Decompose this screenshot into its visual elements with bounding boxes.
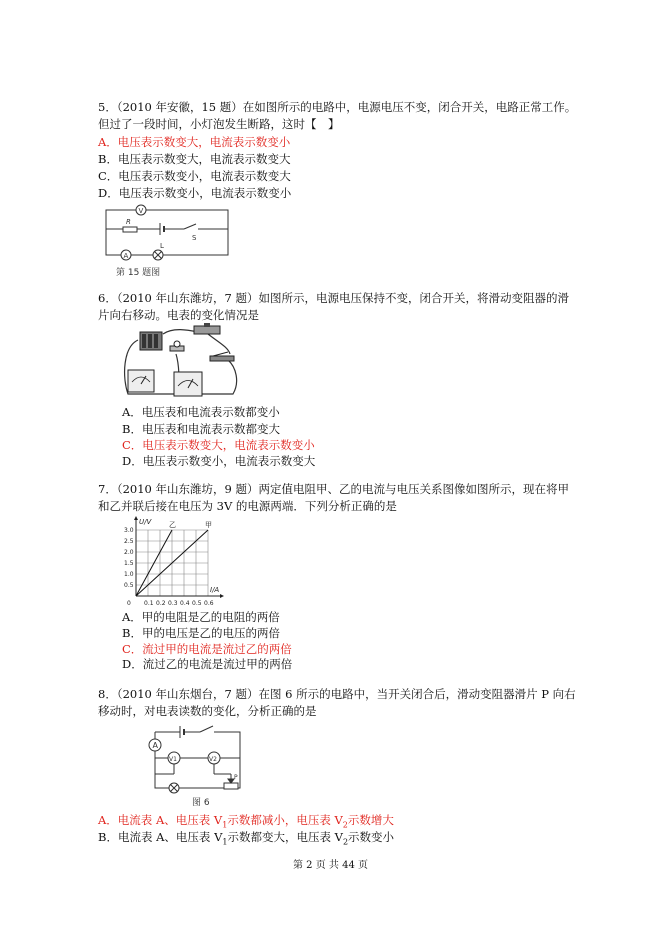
x-tick-label: 0.2 [156,600,166,607]
q8-stem-line1: 8．（2010 年山东烟台，7 题）在图 6 所示的电路中，当开关闭合后，滑动变阻器滑片 P 向右 [98,687,576,701]
y-tick-label: 1.5 [124,560,134,567]
q5-figure-caption: 第 15 题图 [116,268,161,278]
q5-option-a: A．电压表示数变大，电流表示数变小 [98,135,291,149]
x-tick-label: 0.4 [180,600,190,607]
q5-resistor [123,227,137,232]
q6-stem-line1: 6．（2010 年山东潍坊，7 题）如图所示，电源电压保持不变，闭合开关，将滑动变阻器的滑 [98,291,569,305]
q7-option-d: D．流过乙的电流是流过甲的两倍 [122,657,293,671]
q6-option-c: C．电压表示数变大，电流表示数变小 [122,438,315,452]
q7-stem-line2: 和乙并联后接在电压为 3V 的电源两端．下列分析正确的是 [98,499,397,513]
q6-wire-right [200,360,237,394]
q8-option-b-part2: 示数都变大，电压表 V [227,830,343,844]
q8-option-b-sub2: 2 [342,837,349,847]
q5-option-d: D．电压表示数变小，电流表示数变小 [98,186,292,200]
q8-circuit-figure [140,724,260,810]
y-tick-label: 2.0 [124,549,134,556]
q6-stem-line2: 片向右移动。电表的变化情况是 [98,308,259,322]
q5-label-v: V [138,207,144,215]
y-axis-arrow [134,516,138,520]
q5-label-r: R [126,218,131,226]
q5-option-b: B．电压表示数变大，电流表示数变大 [98,152,291,166]
series-label-甲: 甲 [205,521,212,529]
q7-option-b: B．甲的电压是乙的电压的两倍 [122,626,280,640]
page-footer: 第 2 页 共 44 页 [293,860,368,871]
q8-option-a-sub1: 1 [222,820,228,830]
series-label-乙: 乙 [169,521,176,529]
x-tick-label: 0 [127,600,131,607]
y-tick-label: 1.0 [124,571,134,578]
q7-stem-line1: 7．（2010 年山东潍坊，9 题）两定值电阻甲、乙的电流与电压关系图像如图所示，现在将甲 [98,482,569,496]
q5-label-l: L [160,242,164,250]
q5-stem-line2: 但过了一段时间，小灯泡发生断路，这时【 】 [98,117,340,131]
q8-label-a: A [152,741,158,750]
q8-label-v2: V2 [209,756,217,763]
q8-option-a-part1: A．电流表 A、电压表 V [98,813,223,827]
q7-iu-graph [114,516,234,610]
x-axis-label: I/A [210,586,220,594]
q8-option-b-sub1: 1 [222,837,228,847]
q5-option-c: C．电压表示数变小，电流表示数变大 [98,169,291,183]
q8-figure-caption: 图 6 [192,798,210,808]
q6-lamp [170,341,184,351]
q7-option-c: C．流过甲的电流是流过乙的两倍 [122,642,292,656]
q6-option-d: D．电压表示数变小，电流表示数变大 [122,454,316,468]
q5-circuit-figure [100,204,250,282]
q8-option-b-part3: 示数变小 [348,830,395,844]
q5-label-s: S [192,234,197,242]
q8-outer-wires [152,732,240,788]
q6-rheostat [194,323,220,334]
q5-switch [184,224,196,229]
q6-option-b: B．电压表和电流表示数都变大 [122,422,280,436]
q6-apparatus-figure [118,322,248,402]
q8-option-b [98,829,394,850]
q8-option-b-part1: B．电流表 A、电压表 V [98,830,223,844]
q6-voltmeter [128,370,154,392]
q8-stem-line2: 移动时，对电表读数的变化，分析正确的是 [98,704,317,718]
x-tick-label: 0.1 [144,600,154,607]
q8-rheostat [224,783,238,789]
y-axis-label: U/V [139,518,152,526]
q8-option-a-part3: 示数增大 [347,813,394,827]
q8-option-a-part2: 示数都减小，电压表 V [227,813,343,827]
q6-option-a: A．电压表和电流表示数都变小 [122,405,280,419]
q8-label-v1: V1 [169,756,177,763]
y-tick-label: 3.0 [124,527,134,534]
x-tick-label: 0.3 [168,600,178,607]
q6-ammeter [174,372,202,396]
q6-wire-top [163,330,198,334]
y-tick-label: 2.5 [124,538,134,545]
q8-option-a-sub2: 2 [342,820,348,830]
y-tick-label: 0.5 [124,582,134,589]
x-tick-label: 0.5 [192,600,202,607]
q6-battery-box [140,332,162,350]
q8-switch [200,726,213,732]
q8-label-p: P [234,774,238,781]
x-tick-label: 0.6 [204,600,214,607]
q7-option-a: A．甲的电阻是乙的电阻的两倍 [122,610,280,624]
q5-label-a: A [123,252,129,260]
q5-stem-line1: 5．（2010 年安徽，15 题）在如图所示的电路中，电源电压不变，闭合开关，电路正常工作。 [98,100,577,114]
x-axis-arrow [220,594,224,598]
